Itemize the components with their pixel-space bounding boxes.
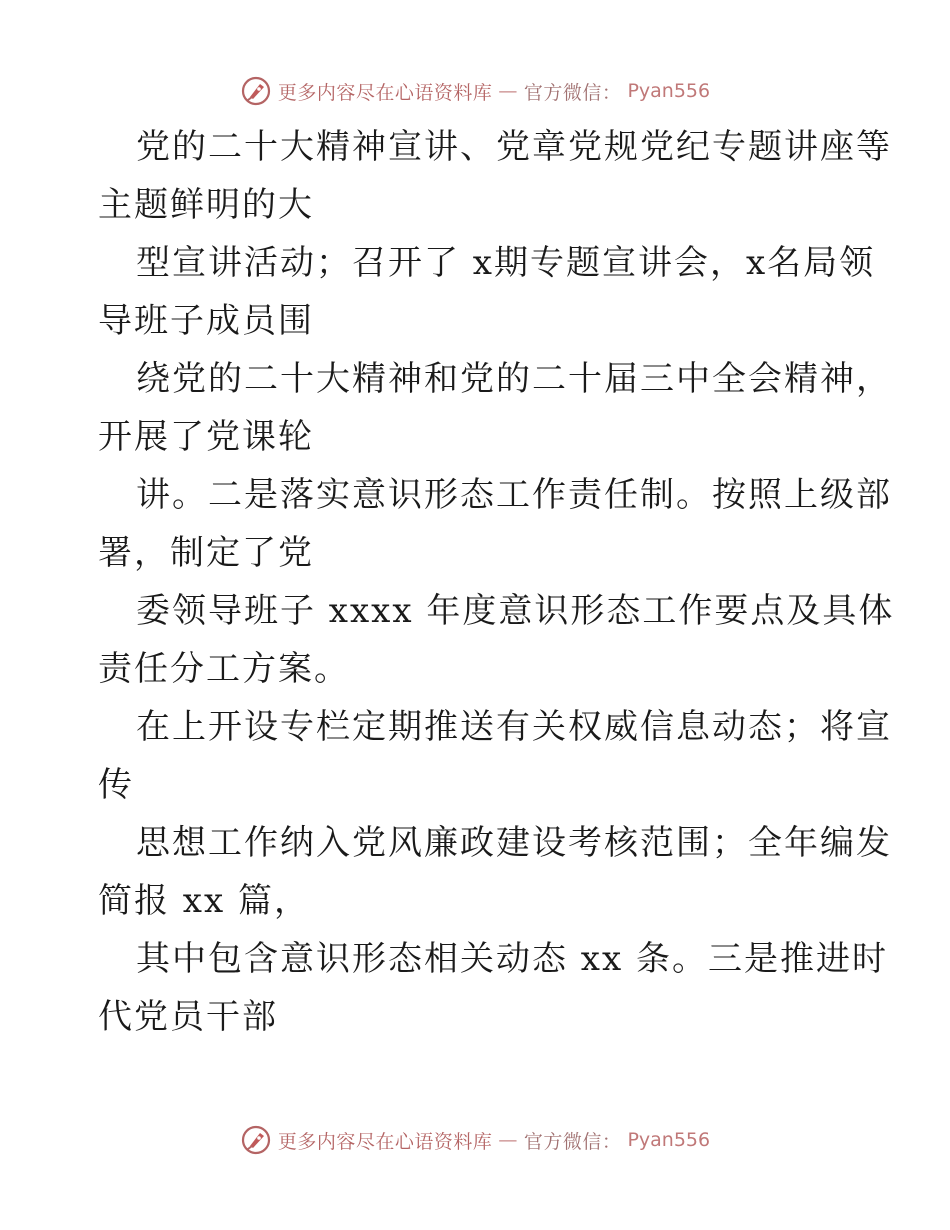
body-line: 导班子成员围 [98, 301, 314, 341]
watermark-wechat-label: 官方微信： [523, 81, 622, 104]
watermark-wechat-id: Pyan556 [627, 80, 711, 102]
pen-nib-logo-icon [240, 75, 272, 107]
pen-nib-logo-icon [240, 1124, 272, 1156]
body-line: 其中包含意识形态相关动态 xx 条。三是推进时 [136, 939, 888, 979]
body-line: 讲。二是落实意识形态工作责任制。按照上级部 [136, 475, 892, 515]
body-line: 主题鲜明的大 [98, 185, 314, 225]
watermark-group [240, 1124, 710, 1156]
body-line: 在上开设专栏定期推送有关权威信息动态；将宣 [136, 707, 892, 747]
body-line: 开展了党课轮 [98, 417, 314, 457]
watermark-wechat-label: 官方微信： [523, 1130, 622, 1153]
watermark-text: 更多内容尽在心语资料库 [277, 1130, 493, 1153]
body-line: 型宣讲活动；召开了 x期专题宣讲会，x名局领 [136, 243, 876, 283]
body-line: 思想工作纳入党风廉政建设考核范围；全年编发 [136, 823, 892, 863]
body-line: 党的二十大精神宣讲、党章党规党纪专题讲座等 [136, 127, 892, 167]
body-line: 绕党的二十大精神和党的二十届三中全会精神， [136, 359, 892, 399]
body-line: 简报 xx 篇， [98, 881, 310, 921]
document-body [98, 118, 895, 1046]
footer-watermark [0, 1120, 950, 1160]
watermark-wechat-id: Pyan556 [627, 1129, 711, 1151]
watermark-group [240, 75, 710, 107]
body-line: 责任分工方案。 [98, 649, 350, 689]
body-line: 委领导班子 xxxx 年度意识形态工作要点及具体 [136, 591, 895, 631]
watermark-text: 更多内容尽在心语资料库 [277, 81, 493, 104]
body-line: 署，制定了党 [98, 533, 314, 573]
header-watermark [0, 71, 950, 111]
body-line: 代党员干部 [98, 997, 278, 1037]
body-line: 传 [98, 765, 134, 805]
watermark-separator: — [498, 80, 518, 102]
watermark-separator: — [498, 1129, 518, 1151]
